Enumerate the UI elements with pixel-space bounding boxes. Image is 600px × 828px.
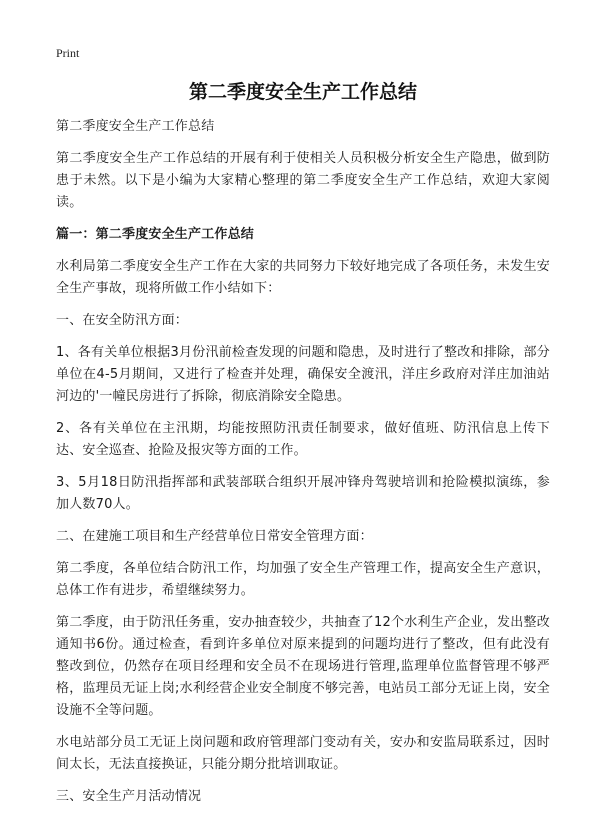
- body-paragraph: 第二季度，由于防汛任务重，安办抽查较少，共抽查了12个水利生产企业，发出整改通知书6份。通过检查，看到许多单位对原来提到的问题均进行了整改，但有此没有整改到位，仍然存在项目经理和安全员不在现场进行管理,监理单位监督管理不够严格，监理员无证上岗;水利经营企业安全制度不够完善，电站员工部分无证上岗，安全设施不全等问题。: [56, 615, 550, 718]
- intro-paragraph: 第二季度安全生产工作总结的开展有利于使相关人员积极分析安全生产隐患，做到防患于未然。以下是小编为大家精心整理的第二季度安全生产工作总结，欢迎大家阅读。: [56, 151, 550, 210]
- section-heading-flood-safety: 一、在安全防汛方面：: [56, 313, 189, 328]
- body-paragraph: 水利局第二季度安全生产工作在大家的共同努力下较好地完成了各项任务，未发生安全生产事故，现将所做工作小结如下：: [56, 259, 550, 296]
- section-heading-daily-management: 二、在建施工项目和生产经营单位日常安全管理方面：: [56, 529, 373, 544]
- document-subtitle: 第二季度安全生产工作总结: [56, 119, 215, 134]
- print-label: Print: [56, 46, 80, 60]
- section-heading-safety-month: 三、安全生产月活动情况: [56, 789, 202, 804]
- body-paragraph: 2、各有关单位在主汛期，均能按照防汛责任制要求，做好值班、防汛信息上传下达、安全巡查、抢险及报灾等方面的工作。: [56, 421, 550, 458]
- section-heading: 篇一：第二季度安全生产工作总结: [56, 227, 255, 242]
- body-paragraph: 第二季度，各单位结合防汛工作，均加强了安全生产管理工作，提高安全生产意识，总体工作有进步，希望继续努力。: [56, 561, 550, 598]
- body-paragraph: 1、各有关单位根据3月份汛前检查发现的问题和隐患，及时进行了整改和排除，部分单位在4-5月期间，又进行了检查并处理，确保安全渡汛，洋庄乡政府对洋庄加油站河边的'一幢民房进行了拆除，彻底消除安全隐患。: [56, 345, 550, 404]
- document-title: 第二季度安全生产工作总结: [188, 81, 417, 103]
- body-paragraph: 3、5月18日防汛指挥部和武装部联合组织开展冲锋舟驾驶培训和抢险模拟演练，参加人数70人。: [56, 475, 550, 512]
- body-paragraph: 水电站部分员工无证上岗问题和政府管理部门变动有关，安办和安监局联系过，因时间太长，无法直接换证，只能分期分批培训取证。: [56, 735, 550, 772]
